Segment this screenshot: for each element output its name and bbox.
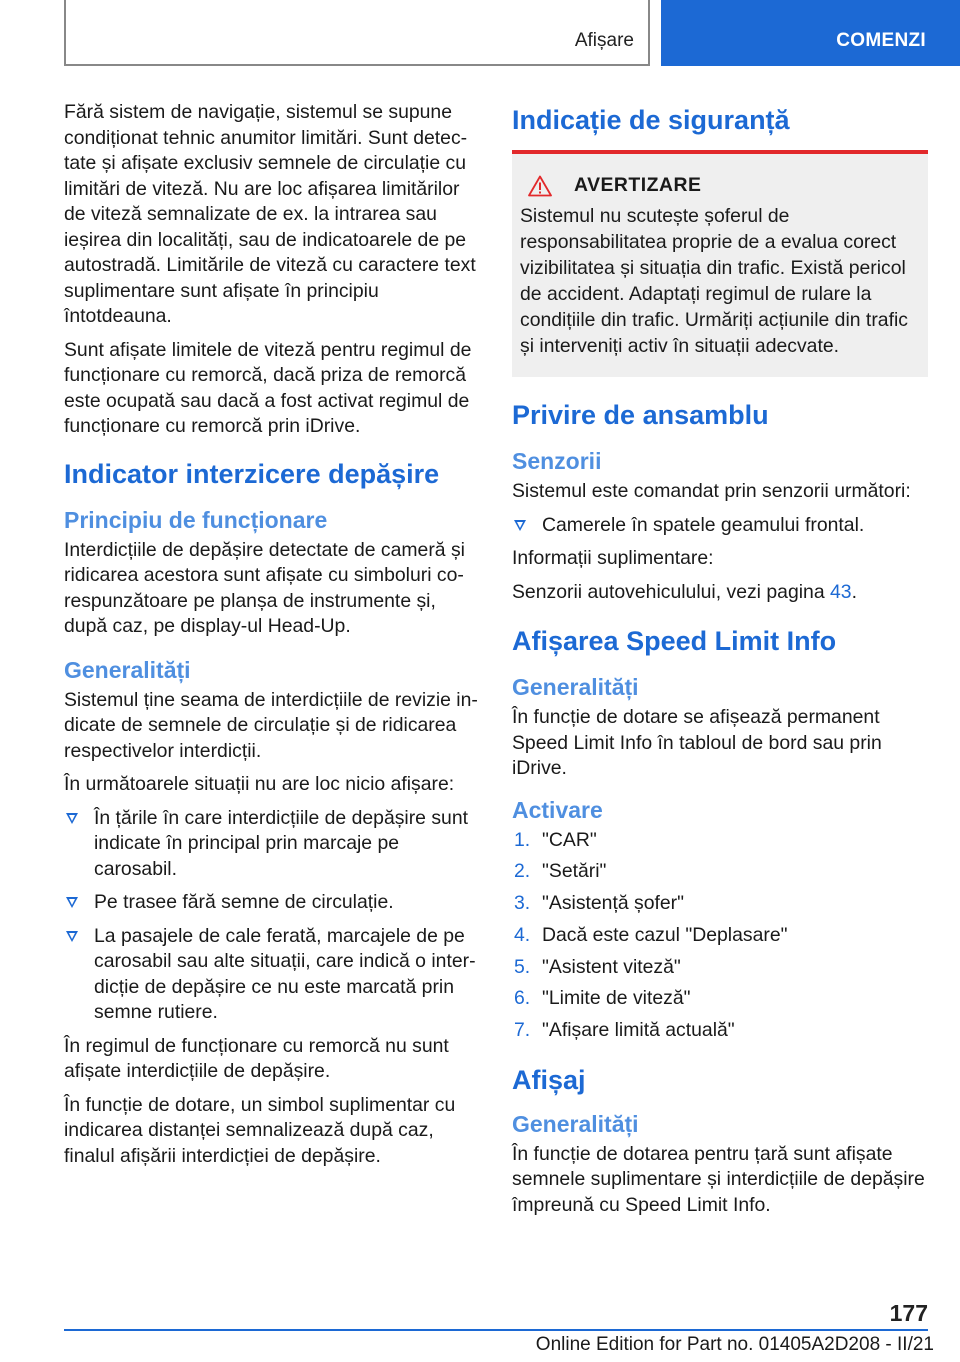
warning-header (520, 174, 920, 197)
step-item: 3. "Asistență șofer" (514, 892, 685, 915)
subtitle-sensors: Senzorii (512, 448, 602, 474)
subtitle-sli-general: Generalități (512, 674, 639, 700)
section-title-safety: Indicație de siguranță (512, 105, 790, 135)
subtitle-activation: Activare (512, 796, 603, 823)
left-column (64, 100, 480, 1177)
step-item: 7. "Afișare limită actuală" (514, 1019, 735, 1042)
section-title-display: Afișaj (512, 1064, 586, 1095)
triangle-bullet-icon (66, 813, 78, 824)
step-item: 1. "CAR" (514, 828, 597, 851)
principle-paragraph: Interdicțiile de depășire detectate de cameră și ridicarea acestora sunt afișate cu simboluri corespunzătoare pe planșa de instrumente și, după caz, pe display-ul Head-Up. (64, 538, 465, 637)
page-reference-link[interactable]: 43 (830, 580, 852, 603)
intro-paragraph-1: Fără sistem de navigație, sistemul se supune condiționat tehnic anumitor limitări. Sunt detectate și afișate exclusiv semnele de circulație cu limitări de viteză. Nu are loc afișarea limitărilor de viteză semnalizate de ex. la intrarea sau ieșirea din localități, sau de indicatoarele de pe autostradă. Limitările de viteză cu caractere text suplimentare sunt afișate în principiu întotdeauna. (64, 101, 476, 327)
page-number: 177 (889, 1300, 928, 1326)
warning-label: AVERTIZARE (574, 174, 702, 196)
subtitle-principle: Principiu de funcționare (64, 506, 328, 533)
section-title-speed-limit-info: Afișarea Speed Limit Info (512, 626, 837, 656)
sensors-list (512, 513, 928, 539)
sli-general-paragraph: În funcție de dotare se afișează permanent Speed Limit Info în tabloul de bord sau prin iDrive. (512, 706, 882, 779)
intro-paragraph-2: Sunt afișate limitele de viteză pentru regimul de funcționare cu remorcă, dacă priza de remorcă este ocupată sau dacă a fost activat regimul de funcționare cu remorcă prin iDrive. (64, 338, 472, 437)
subtitle-general: Generalități (64, 656, 191, 683)
step-item: 6. "Limite de viteză" (514, 987, 691, 1010)
list-item: La pasajele de cale ferată, marcajele de pe carosabil sau alte situații, care indică o interdicție de depășire ce nu este marcată prin semne rutiere. (64, 924, 480, 1026)
subtitle-display-general: Generalități (512, 1110, 639, 1137)
tab-afisare-label: Afișare (574, 30, 634, 51)
list-item: Camerele în spatele geamului frontal. (512, 513, 928, 539)
triangle-bullet-icon (514, 520, 526, 531)
info-label: Informații suplimentare: (512, 547, 714, 569)
page-header (0, 0, 960, 66)
tab-comenzi-label: COMENZI (836, 30, 926, 51)
activation-steps (512, 828, 928, 1044)
warning-text: Sistemul nu scutește șoferul de responsabilitatea proprie de a evalua corect vizibilitatea și situația din trafic. Există pericol de accident. Adaptați regimul de rulare la condițiile din trafic. Urmăriți acțiunile din trafic și interveniți activ în situații adecvate. (520, 205, 908, 357)
step-item: 2. "Setări" (514, 860, 607, 883)
step-item: 5. "Asistent viteză" (514, 955, 681, 978)
triangle-bullet-icon (66, 897, 78, 908)
tab-afisare[interactable] (64, 0, 650, 66)
sensors-paragraph: Sistemul este comandat prin senzorii următori: (512, 480, 911, 502)
tab-comenzi[interactable] (661, 0, 960, 66)
list-item: Pe trasee fără semne de circulație. (64, 890, 480, 916)
display-general-paragraph: În funcție de dotarea pentru țară sunt afișate semnele suplimentare și interdicțiile de depășire împreună cu Speed Limit Info. (512, 1142, 925, 1216)
footer-divider (64, 1329, 928, 1331)
general-paragraph-3: În regimul de funcționare cu remorcă nu sunt afișate interdicțiile de depășire. (64, 1034, 449, 1082)
no-display-list (64, 806, 480, 1026)
warning-triangle-icon (528, 175, 552, 197)
section-title-overview: Privire de ansamblu (512, 400, 769, 430)
section-title-overtaking: Indicator interzicere depășire (64, 458, 440, 489)
right-column (512, 100, 928, 1226)
step-item: 4. Dacă este cazul "Deplasare" (514, 923, 788, 946)
general-paragraph-4: În funcție de dotare, un simbol suplimentar cu indicarea distanței semnalizează după caz, finalul afișării interdicției de depășire. (64, 1093, 456, 1167)
info-paragraph: Senzorii autovehiculului, vezi pagina 43. (512, 580, 857, 603)
general-paragraph-2: În următoarele situații nu are loc nicio afișare: (64, 773, 455, 795)
warning-box (512, 150, 928, 377)
triangle-bullet-icon (66, 931, 78, 942)
list-item: În țările în care interdicțiile de depășire sunt indicate în principal prin marcaje pe carosabil. (64, 806, 480, 883)
footer-edition-text: Online Edition for Part no. 01405A2D208 - II/21 (535, 1334, 934, 1355)
general-paragraph-1: Sistemul ține seama de interdicțiile de revizie indicate de semnele de circulație și de ridicarea respectivelor interdicții. (64, 688, 478, 762)
